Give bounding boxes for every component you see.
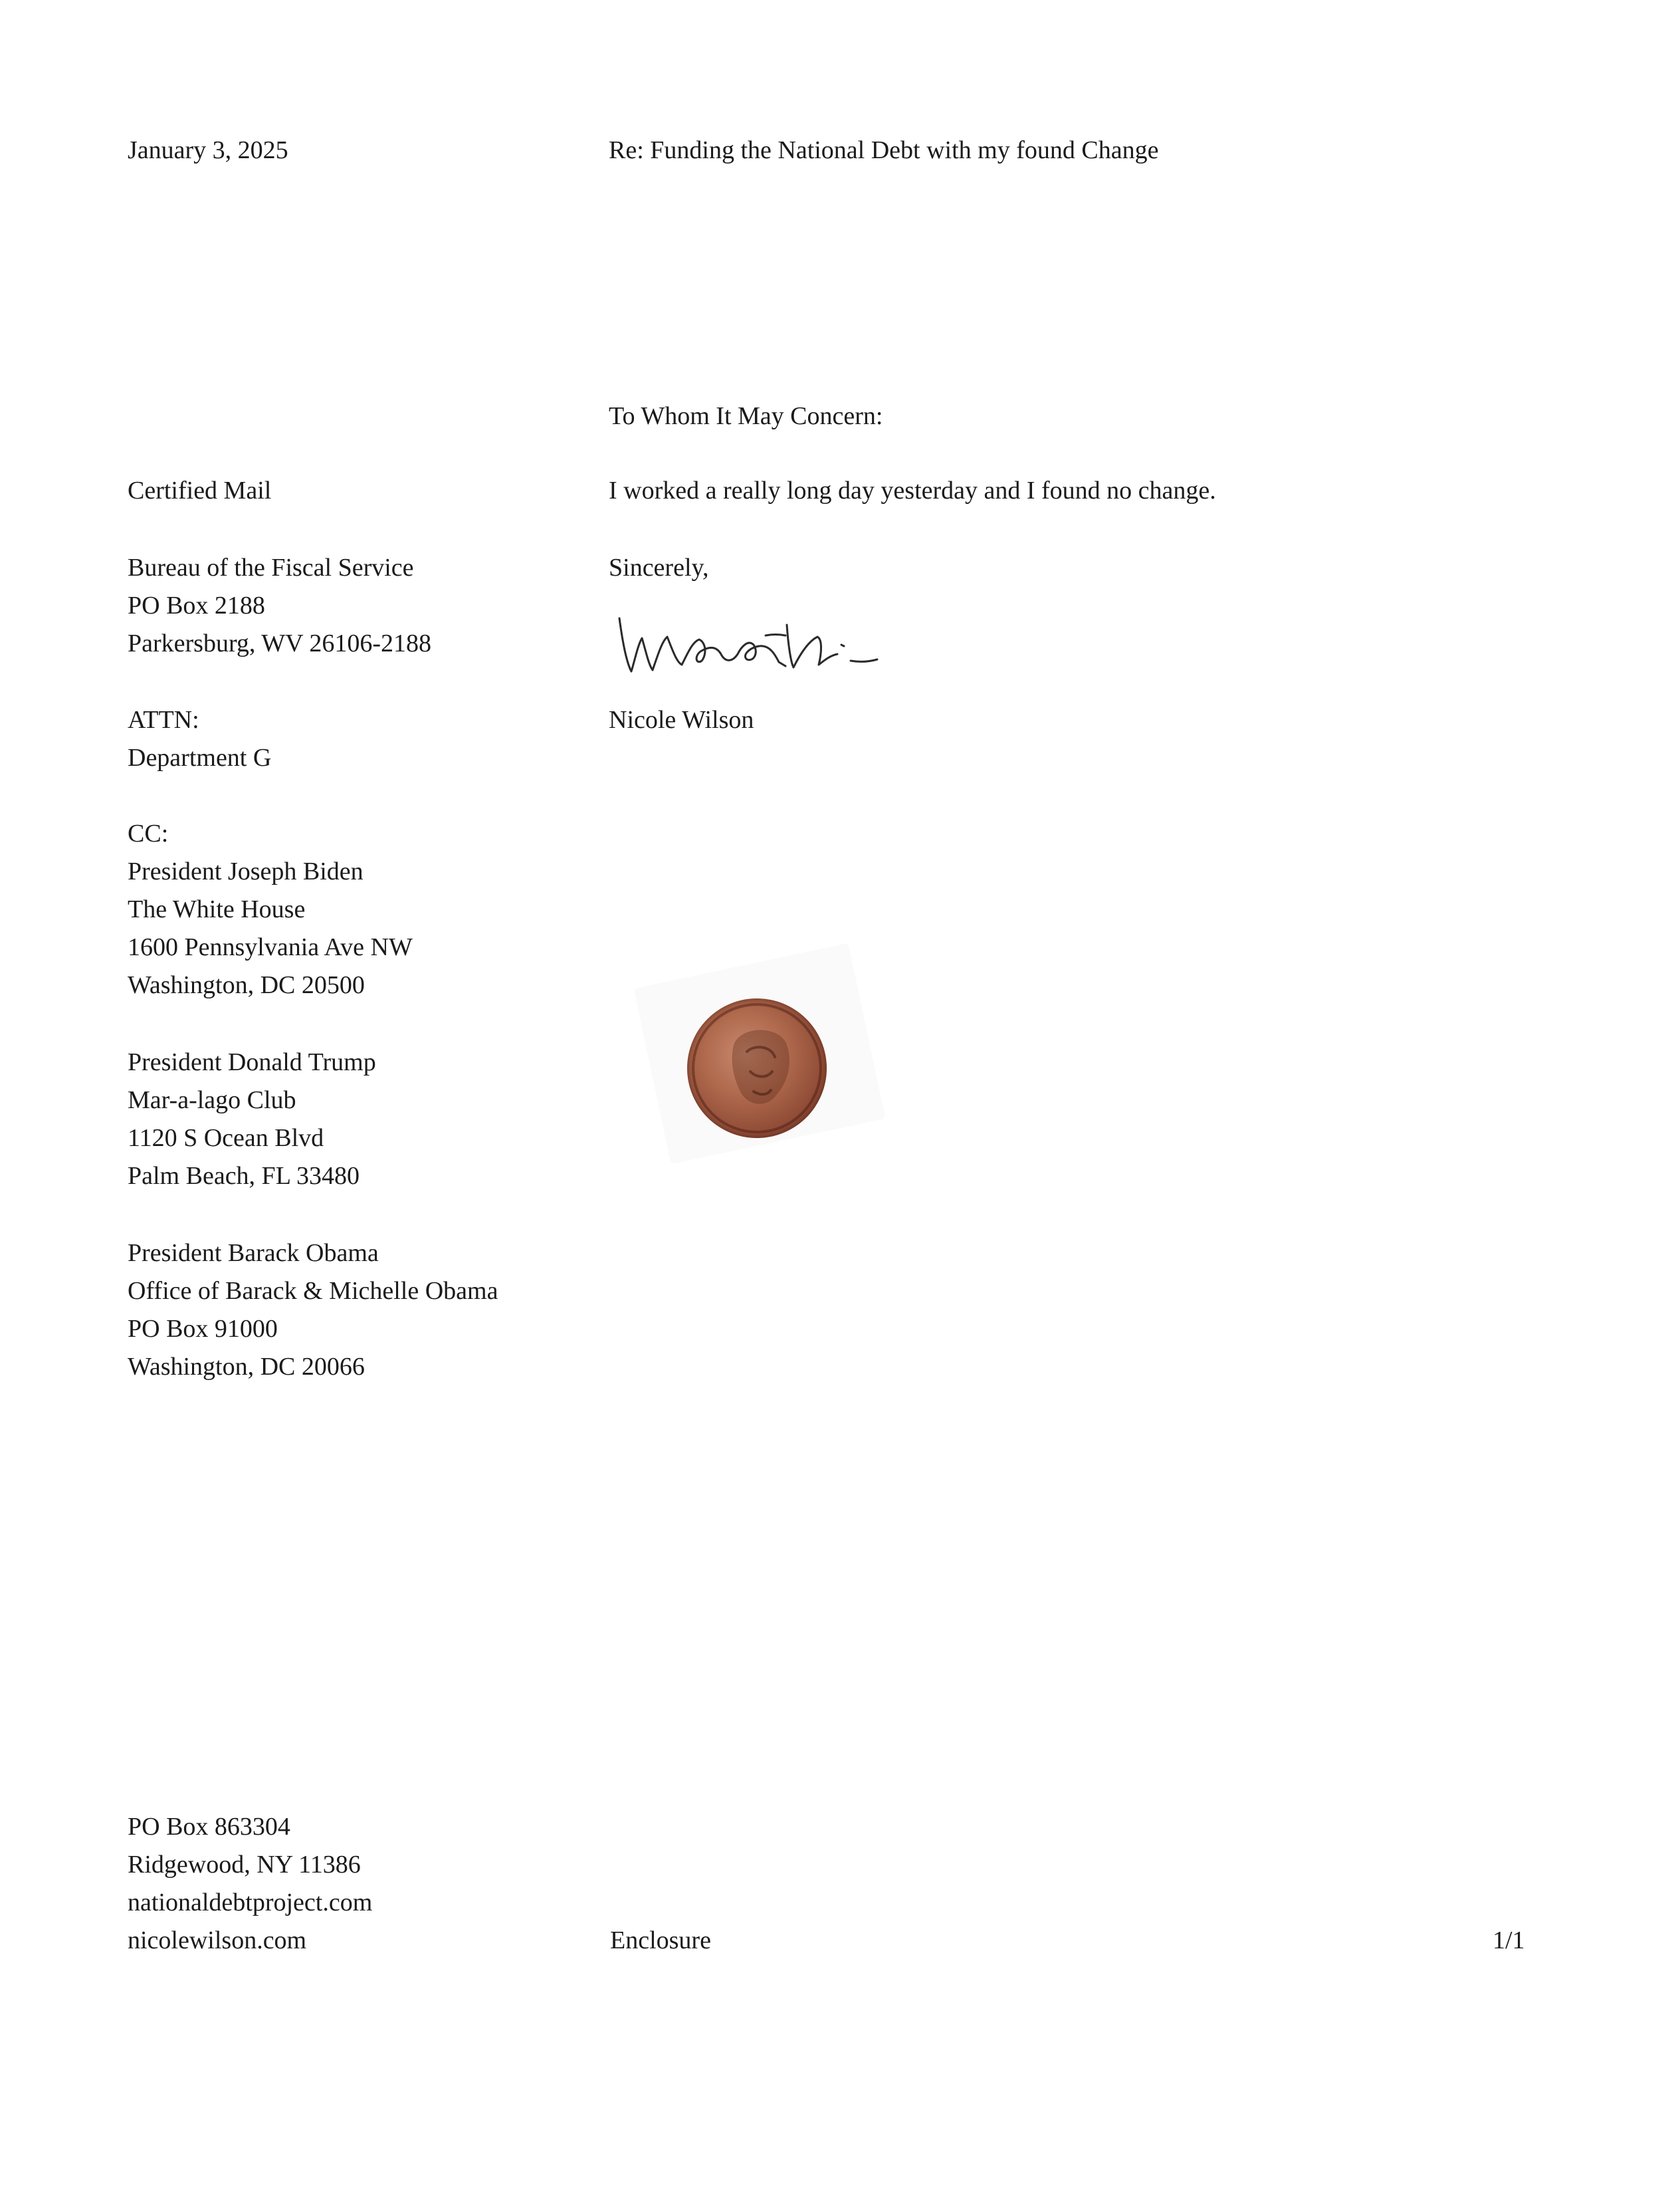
penny-coin-icon [687, 998, 827, 1138]
enclosed-penny [643, 957, 896, 1157]
cc-address-line: President Barack Obama [128, 1239, 379, 1267]
cc-address [128, 853, 413, 1004]
attn-value: Department G [128, 744, 272, 772]
letter-closing: Sincerely, [609, 554, 709, 582]
enclosure-note: Enclosure [610, 1926, 711, 1954]
cc-address-line: President Donald Trump [128, 1048, 376, 1076]
attention-block [128, 701, 271, 777]
letter-salutation: To Whom It May Concern: [609, 402, 883, 430]
sender-line: Ridgewood, NY 11386 [128, 1851, 361, 1879]
sender-address [128, 1808, 372, 1960]
recipient-line: Bureau of the Fiscal Service [128, 554, 414, 582]
cc-address-line: Mar-a-lago Club [128, 1086, 296, 1114]
sender-website: nicolewilson.com [128, 1926, 307, 1954]
letter-body: I worked a really long day yesterday and I found no change. [609, 477, 1216, 505]
sender-line: PO Box 863304 [128, 1813, 290, 1841]
signer-name: Nicole Wilson [609, 706, 754, 734]
handwritten-signature [611, 598, 930, 685]
cc-label: CC: [128, 820, 169, 848]
letter-subject: Re: Funding the National Debt with my found Change [609, 136, 1159, 164]
cc-address-line: Washington, DC 20500 [128, 971, 365, 999]
cc-address-line: 1120 S Ocean Blvd [128, 1124, 324, 1152]
cc-address-line: Palm Beach, FL 33480 [128, 1162, 360, 1190]
recipient-line: Parkersburg, WV 26106-2188 [128, 630, 432, 657]
cc-address-line: Office of Barack & Michelle Obama [128, 1277, 498, 1305]
attn-label: ATTN: [128, 706, 199, 734]
page-number: 1/1 [1493, 1926, 1525, 1954]
cc-address-line: President Joseph Biden [128, 858, 364, 885]
cc-address-line: 1600 Pennsylvania Ave NW [128, 933, 413, 961]
cc-address-line: PO Box 91000 [128, 1315, 278, 1343]
sender-website: nationaldebtproject.com [128, 1889, 373, 1916]
recipient-address [128, 549, 431, 663]
cc-address [128, 1044, 376, 1195]
cc-address-line: Washington, DC 20066 [128, 1353, 365, 1381]
letter-date: January 3, 2025 [128, 136, 288, 164]
mailing-method: Certified Mail [128, 477, 272, 505]
cc-address-line: The White House [128, 895, 306, 923]
cc-address [128, 1234, 498, 1386]
recipient-line: PO Box 2188 [128, 592, 265, 620]
